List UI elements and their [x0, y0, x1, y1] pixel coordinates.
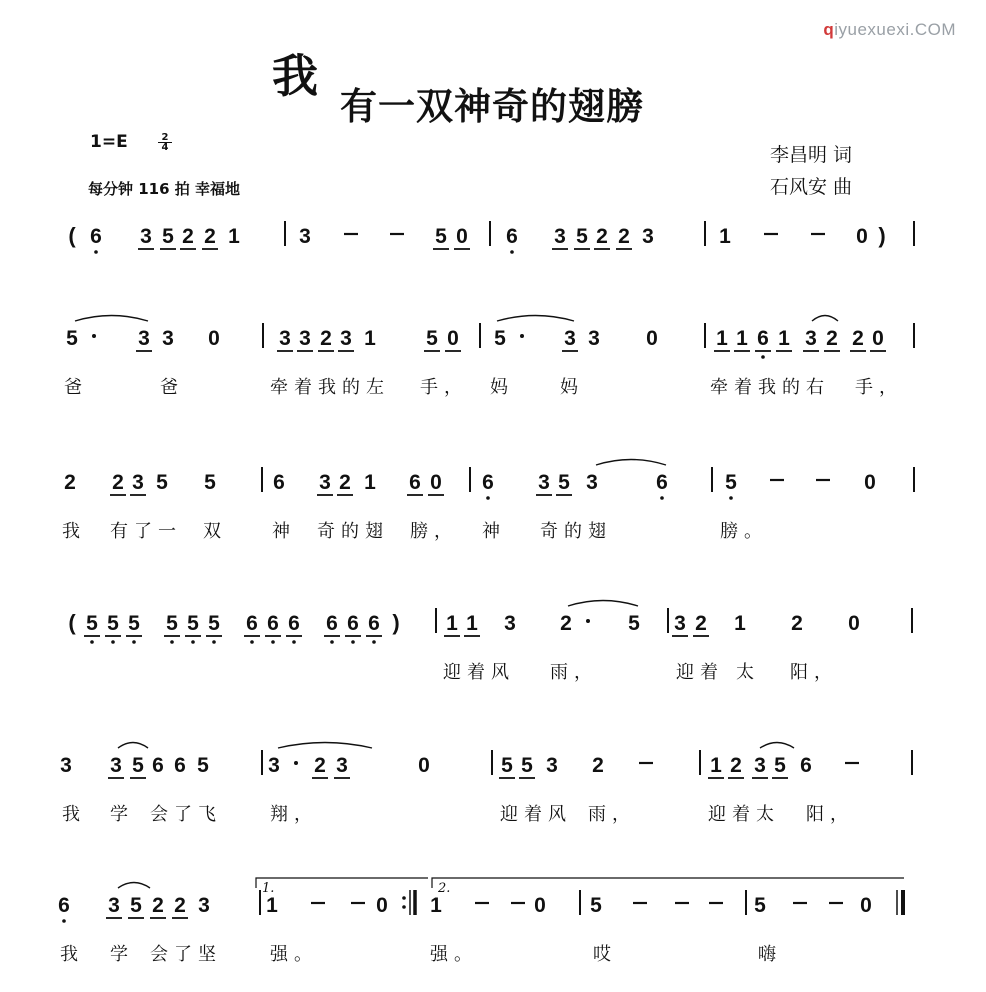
tie-slur [596, 460, 666, 466]
octave-dot [729, 496, 733, 500]
octave-dot [372, 640, 376, 644]
tie-slur [812, 316, 838, 322]
lyric-text: 奇的翅 [317, 521, 389, 542]
note-digit: 6 [326, 612, 338, 635]
note-digit: 5 [166, 612, 178, 635]
note-digit: 2 [204, 225, 216, 248]
note-digit: 2 [695, 612, 707, 635]
note-digit: 2 [852, 327, 864, 350]
note-digit: 1 [710, 754, 722, 777]
note-digit: 6 [347, 612, 359, 635]
lyric-text: 妈 [490, 377, 514, 398]
lyric-text: 雨， [550, 662, 598, 683]
lyric-text: 手， [855, 377, 903, 398]
lyric-text: 爸 [160, 377, 184, 398]
lyric-text: 雨， [588, 804, 636, 825]
note-digit: 3 [336, 754, 348, 777]
tie-slur [75, 316, 148, 322]
note-digit: 0 [208, 327, 220, 350]
octave-dot [132, 640, 136, 644]
parenthesis: ( [68, 610, 76, 635]
song-title-first-char: 我 [272, 49, 318, 103]
tempo-marking: 每分钟 116 拍 幸福地 [88, 180, 240, 198]
note-digit: 5 [521, 754, 533, 777]
meter-top: 2 [161, 132, 169, 143]
note-digit: 3 [319, 471, 331, 494]
note-digit: 0 [872, 327, 884, 350]
lyric-text: 有了一 [110, 521, 182, 542]
note-digit: 6 [174, 754, 186, 777]
octave-dot [94, 250, 98, 254]
lyric-text: 我 [62, 804, 86, 825]
note-digit: 5 [66, 327, 78, 350]
note-digit: 5 [754, 894, 766, 917]
lyric-text: 迎着风 [500, 804, 572, 825]
note-digit: 0 [376, 894, 388, 917]
note-digit: 1 [736, 327, 748, 350]
octave-dot [761, 355, 765, 359]
note-digit: 3 [279, 327, 291, 350]
note-digit: 5 [426, 327, 438, 350]
octave-dot [330, 640, 334, 644]
lyric-text: 学 [110, 944, 134, 965]
note-digit: 3 [754, 754, 766, 777]
lyric-text: 奇的翅 [540, 521, 612, 542]
lyric-text: 牵着我的左 [270, 377, 390, 398]
note-digit: 3 [538, 471, 550, 494]
lyric-text: 阳， [790, 662, 838, 683]
lyric-text: 迎着 [676, 662, 724, 683]
note-digit: 6 [90, 225, 102, 248]
note-digit: 6 [656, 471, 668, 494]
watermark-q-logo: q [823, 20, 835, 39]
note-digit: 0 [848, 612, 860, 635]
octave-dot [271, 640, 275, 644]
lyric-text: 我 [60, 944, 84, 965]
volta-bracket [432, 878, 904, 888]
tie-slur [118, 743, 148, 749]
octave-dot [510, 250, 514, 254]
repeat-dot [402, 905, 406, 909]
lyric-text: 膀， [410, 521, 458, 542]
note-digit: 3 [140, 225, 152, 248]
meter-bottom: 4 [161, 142, 169, 153]
composer-credit: 石风安 曲 [770, 176, 853, 198]
note-digit: 3 [674, 612, 686, 635]
note-digit: 0 [456, 225, 468, 248]
note-digit: 5 [132, 754, 144, 777]
octave-dot [90, 640, 94, 644]
note-digit: 5 [130, 894, 142, 917]
volta-label: 1. [262, 881, 275, 896]
lyric-text: 太 [736, 662, 760, 683]
note-digit: 2 [592, 754, 604, 777]
note-digit: 5 [590, 894, 602, 917]
tie-slur [278, 743, 372, 749]
lyric-text: 爸 [64, 377, 88, 398]
repeat-dot [402, 896, 406, 900]
note-digit: 6 [409, 471, 421, 494]
note-digit: 1 [228, 225, 240, 248]
note-digit: 3 [340, 327, 352, 350]
note-digit: 2 [826, 327, 838, 350]
lyricist-credit: 李昌明 词 [770, 144, 853, 166]
note-digit: 3 [162, 327, 174, 350]
note-digit: 1 [778, 327, 790, 350]
tie-slur [118, 883, 150, 889]
tie-slur [497, 316, 574, 322]
lyric-text: 神 [272, 521, 296, 542]
note-digit: 6 [368, 612, 380, 635]
note-digit: 2 [112, 471, 124, 494]
note-digit: 1 [430, 894, 442, 917]
note-digit: 2 [618, 225, 630, 248]
lyric-text: 会了飞 [150, 804, 222, 825]
note-digit: 5 [156, 471, 168, 494]
note-digit: 5 [86, 612, 98, 635]
note-digit: 1 [364, 471, 376, 494]
octave-dot [170, 640, 174, 644]
augmentation-dot [294, 761, 298, 765]
note-digit: 0 [646, 327, 658, 350]
octave-dot [486, 496, 490, 500]
note-digit: 3 [132, 471, 144, 494]
note-digit: 0 [856, 225, 868, 248]
note-digit: 0 [447, 327, 459, 350]
augmentation-dot [586, 619, 590, 623]
lyric-text: 我 [62, 521, 86, 542]
note-digit: 2 [791, 612, 803, 635]
volta-label: 2. [438, 881, 451, 896]
note-digit: 6 [757, 327, 769, 350]
lyric-text: 强。 [270, 944, 318, 965]
parenthesis: ) [878, 223, 886, 248]
note-digit: 5 [435, 225, 447, 248]
note-digit: 5 [187, 612, 199, 635]
tie-slur [568, 601, 638, 607]
note-digit: 1 [446, 612, 458, 635]
lyric-text: 阳， [806, 804, 854, 825]
note-digit: 5 [128, 612, 140, 635]
tie-slur [760, 743, 794, 749]
lyric-text: 迎着风 [443, 662, 515, 683]
note-digit: 5 [107, 612, 119, 635]
note-digit: 6 [152, 754, 164, 777]
note-digit: 5 [576, 225, 588, 248]
note-digit: 2 [339, 471, 351, 494]
note-digit: 6 [273, 471, 285, 494]
note-digit: 2 [320, 327, 332, 350]
note-digit: 2 [560, 612, 572, 635]
lyric-text: 双 [203, 521, 227, 542]
lyric-text: 嗨 [758, 944, 782, 965]
note-digit: 0 [864, 471, 876, 494]
note-digit: 3 [268, 754, 280, 777]
lyric-text: 膀。 [720, 521, 768, 542]
note-digit: 5 [628, 612, 640, 635]
lyric-text: 迎着太 [708, 804, 780, 825]
augmentation-dot [520, 334, 524, 338]
parenthesis: ) [392, 610, 400, 635]
lyric-text: 翔， [270, 804, 318, 825]
octave-dot [351, 640, 355, 644]
note-digit: 3 [642, 225, 654, 248]
note-digit: 2 [730, 754, 742, 777]
note-digit: 0 [860, 894, 872, 917]
note-digit: 2 [182, 225, 194, 248]
lyric-text: 手， [420, 377, 468, 398]
note-digit: 5 [162, 225, 174, 248]
note-digit: 1 [266, 894, 278, 917]
key-signature: 1=E [90, 132, 128, 152]
note-digit: 5 [197, 754, 209, 777]
octave-dot [250, 640, 254, 644]
note-digit: 6 [800, 754, 812, 777]
note-digit: 5 [725, 471, 737, 494]
octave-dot [660, 496, 664, 500]
octave-dot [62, 919, 66, 923]
note-digit: 3 [805, 327, 817, 350]
note-digit: 6 [506, 225, 518, 248]
note-digit: 6 [482, 471, 494, 494]
note-digit: 6 [246, 612, 258, 635]
note-digit: 3 [564, 327, 576, 350]
watermark-text: iyuexuexi.COM [834, 20, 956, 39]
lyric-text: 哎 [593, 944, 617, 965]
note-digit: 3 [546, 754, 558, 777]
note-digit: 3 [110, 754, 122, 777]
note-digit: 5 [558, 471, 570, 494]
note-digit: 6 [58, 894, 70, 917]
note-digit: 0 [534, 894, 546, 917]
note-digit: 3 [60, 754, 72, 777]
lyric-text: 会了坚 [150, 944, 222, 965]
note-digit: 3 [198, 894, 210, 917]
note-digit: 5 [204, 471, 216, 494]
note-digit: 0 [430, 471, 442, 494]
lyric-text: 神 [482, 521, 506, 542]
lyric-text: 牵着我的右 [710, 377, 830, 398]
parenthesis: ( [68, 223, 76, 248]
lyric-text: 学 [110, 804, 134, 825]
note-digit: 1 [716, 327, 728, 350]
note-digit: 1 [719, 225, 731, 248]
note-digit: 5 [501, 754, 513, 777]
note-digit: 1 [364, 327, 376, 350]
volta-bracket [256, 878, 428, 888]
note-digit: 2 [174, 894, 186, 917]
note-digit: 0 [418, 754, 430, 777]
augmentation-dot [92, 334, 96, 338]
song-title-rest: 有一双神奇的翅膀 [340, 85, 644, 128]
note-digit: 1 [734, 612, 746, 635]
note-digit: 3 [299, 225, 311, 248]
note-digit: 5 [494, 327, 506, 350]
note-digit: 3 [138, 327, 150, 350]
octave-dot [292, 640, 296, 644]
note-digit: 2 [596, 225, 608, 248]
note-digit: 3 [588, 327, 600, 350]
octave-dot [111, 640, 115, 644]
note-digit: 2 [64, 471, 76, 494]
note-digit: 3 [299, 327, 311, 350]
note-digit: 6 [267, 612, 279, 635]
note-digit: 1 [466, 612, 478, 635]
note-digit: 2 [152, 894, 164, 917]
note-digit: 3 [108, 894, 120, 917]
lyric-text: 妈 [560, 377, 584, 398]
lyric-text: 强。 [430, 944, 478, 965]
note-digit: 3 [554, 225, 566, 248]
note-digit: 2 [314, 754, 326, 777]
octave-dot [191, 640, 195, 644]
note-digit: 5 [774, 754, 786, 777]
note-digit: 5 [208, 612, 220, 635]
note-digit: 3 [504, 612, 516, 635]
octave-dot [212, 640, 216, 644]
note-digit: 6 [288, 612, 300, 635]
note-digit: 3 [586, 471, 598, 494]
